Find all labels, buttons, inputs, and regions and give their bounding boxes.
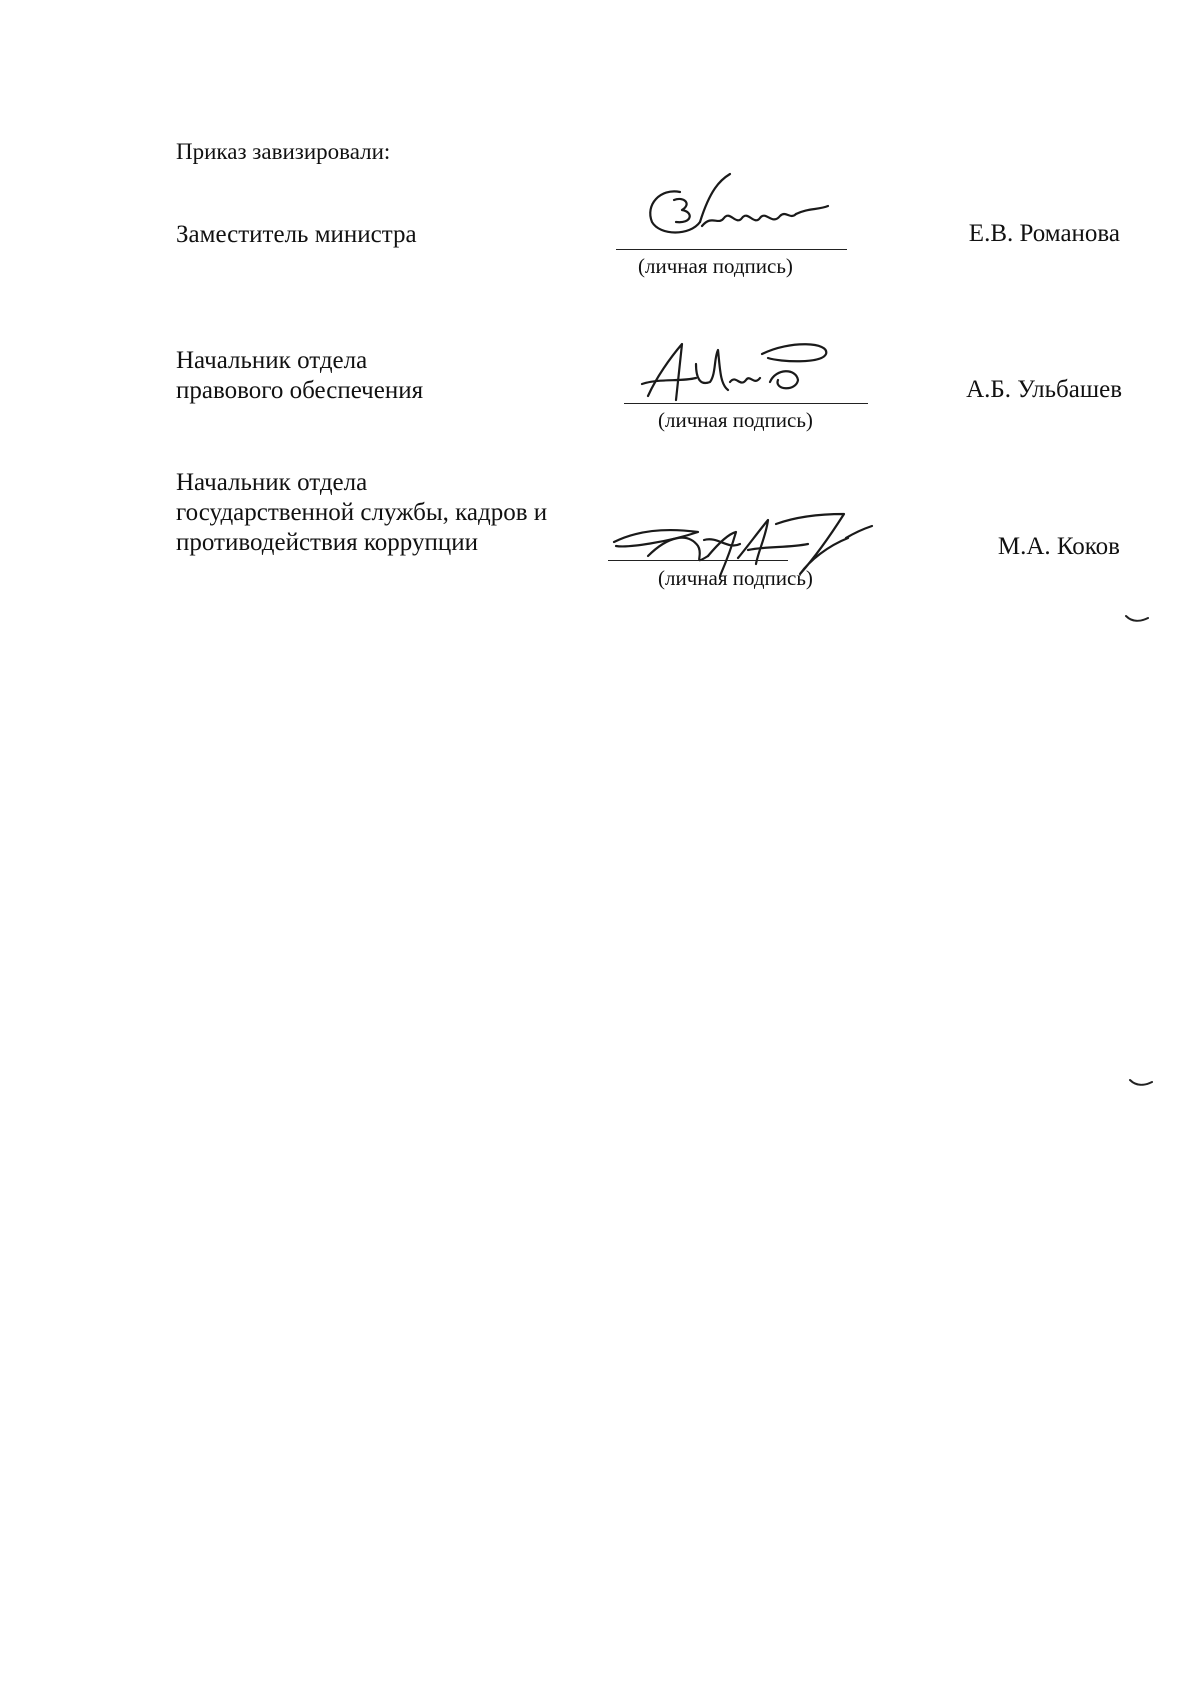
approver-position-3 [176,468,547,558]
handwritten-signature-2 [640,338,840,410]
position-line: Начальник отдела [176,347,368,374]
margin-mark [1124,612,1150,624]
position-line: государственной службы, кадров и [176,499,548,526]
approver-name-1: Е.В. Романова [968,220,1120,247]
document-heading: Приказ завизировали: [176,139,391,164]
signature-caption-1: (личная подпись) [638,254,793,278]
position-line: противодействия коррупции [176,529,478,556]
signature-line-2 [624,403,868,404]
signature-caption-3: (личная подпись) [658,566,813,590]
approver-name-2: А.Б. Ульбашев [966,376,1122,403]
handwritten-signature-1 [640,170,850,250]
signature-caption-2: (личная подпись) [658,408,813,432]
signature-line-3 [608,560,788,561]
position-line: Заместитель министра [176,221,417,248]
approver-name-3: М.А. Коков [997,533,1120,560]
signature-line-1 [616,249,847,250]
approver-position-2 [176,346,423,406]
margin-mark [1128,1076,1154,1088]
position-line: Начальник отдела [176,469,368,496]
approver-position-1 [176,220,417,250]
position-line: правового обеспечения [176,377,424,404]
